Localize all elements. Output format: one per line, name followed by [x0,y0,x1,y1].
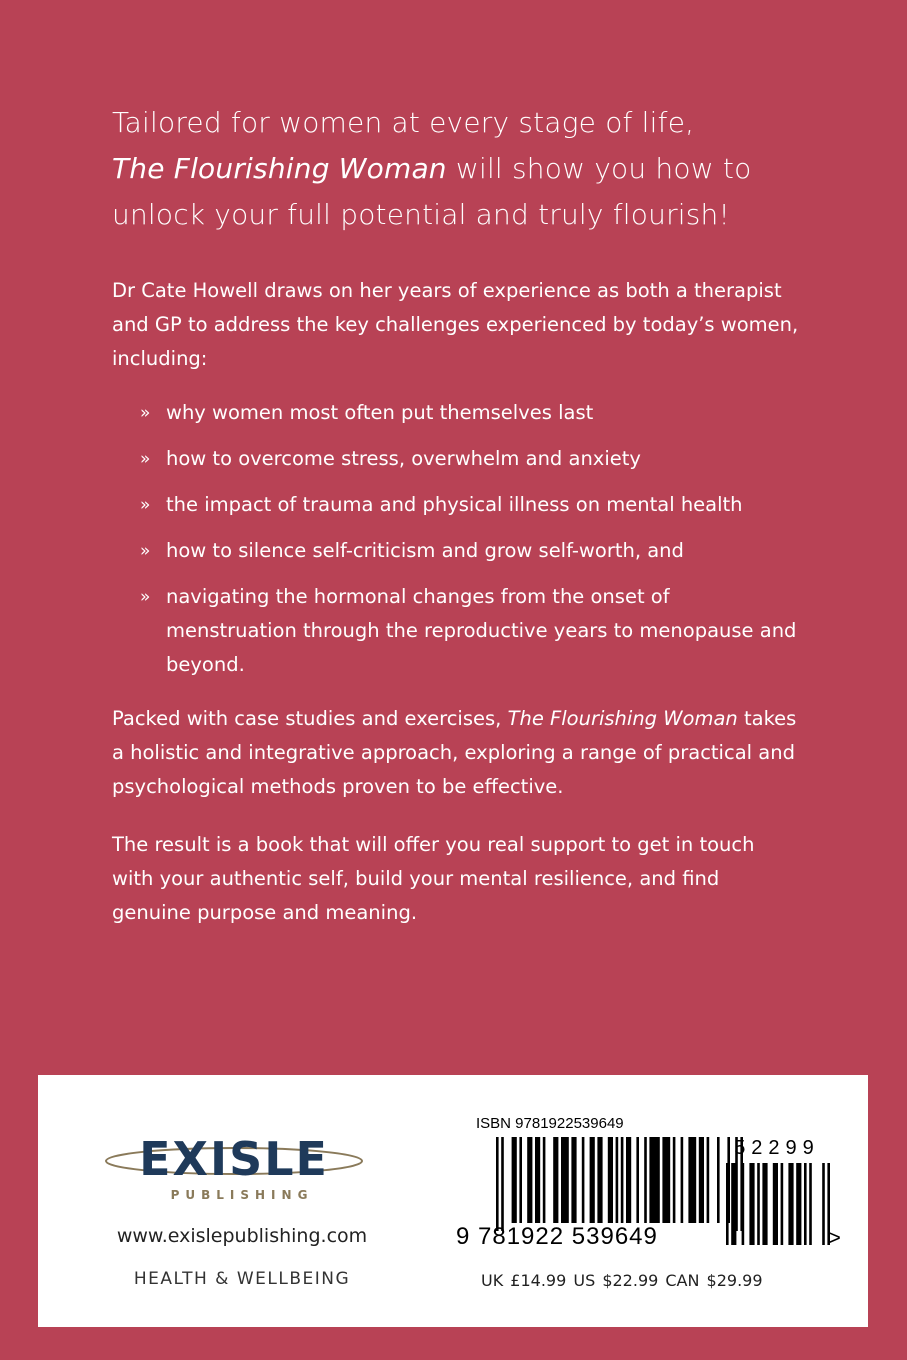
list-item-text: why women most often put themselves last [166,401,594,424]
barcode-bar [699,1137,704,1223]
barcode-bar [496,1137,499,1231]
barcode-bar [535,1137,540,1223]
barcode-bar [561,1137,569,1223]
barcode-bar [636,1137,639,1223]
barcode-bar [582,1137,585,1223]
barcode-bar [707,1137,710,1223]
approach-text-end: takes a holistic and integrative approach, exploring a range of practical and psychological methods proven to be effective. [112,707,797,798]
barcode-bar [726,1163,729,1245]
barcode-bar [681,1137,684,1223]
approach-book-title: The Flourishing Woman [507,707,738,730]
tagline-line-3: unlock your full potential and truly flourish! [112,198,730,231]
list-item-text: how to silence self-criticism and grow self-worth, and [166,539,684,562]
bullet-mark: » [140,403,151,423]
barcode-bar [773,1163,778,1245]
barcode-bar [608,1137,613,1223]
price-code: 52299 [734,1137,820,1159]
isbn-label: ISBN 9781922539649 [476,1115,624,1132]
barcode-bar [673,1137,676,1223]
barcode-bar [616,1137,619,1223]
category-label: HEALTH & WELLBEING [133,1269,351,1289]
barcode-bar [590,1137,595,1223]
tagline-line-2: will show you how to [446,152,752,185]
barcode-bar [649,1137,659,1223]
barcode-bar [688,1137,696,1223]
result-paragraph: The result is a book that will offer you real support to get in touch with your authentic self, build your mental resilience, and find genuine purpose and meaning. [112,833,755,924]
barcode-bar [762,1163,767,1245]
barcode-bar [742,1163,745,1245]
exisle-publishing-logo [104,1127,404,1207]
tagline-book-title: The Flourishing Woman [112,152,447,185]
barcode-bar [809,1163,812,1245]
barcode-bar [512,1137,517,1223]
list-item [140,580,802,682]
list-item [140,442,802,476]
isbn-digits: 9 781922 539649 [456,1223,658,1250]
barcode-bar [781,1163,784,1245]
price-list: UK £14.99 US $22.99 CAN $29.99 [481,1271,763,1290]
logo-subtitle: PUBLISHING [170,1188,314,1202]
barcode-quiet-zone-marker: > [828,1225,841,1250]
list-item-text: navigating the hormonal changes from the onset of menstruation through the reproductive years to menopause and beyond. [166,585,797,676]
bullet-mark: » [140,541,151,561]
barcode-bar [597,1137,602,1223]
barcode-bar [519,1137,522,1223]
tagline [112,100,802,238]
barcode-bar [543,1137,546,1223]
back-cover-blurb [112,100,802,930]
barcode-bar [788,1163,793,1245]
barcode-bar [749,1163,754,1245]
bullet-mark: » [140,495,151,515]
publisher-panel [38,1075,868,1327]
barcode-bar [662,1137,670,1223]
publisher-website-link[interactable]: www.exislepublishing.com [116,1225,368,1247]
barcode-bar [553,1137,558,1223]
approach-paragraph [112,702,802,804]
barcode-bar [527,1137,532,1223]
barcode-bar [621,1137,624,1223]
barcode-bar [571,1137,576,1223]
barcode-bar [644,1137,647,1223]
approach-text-start: Packed with case studies and exercises, [112,707,508,730]
barcode-bar [626,1137,631,1223]
tagline-line-1: Tailored for women at every stage of life, [112,106,695,139]
list-item-text: the impact of trauma and physical illness on mental health [166,493,743,516]
logo-word: EXISLE [139,1132,329,1186]
barcode-bar [822,1163,825,1245]
list-item [140,488,802,522]
barcode-bar [757,1163,760,1245]
list-item [140,534,802,568]
intro-paragraph: Dr Cate Howell draws on her years of experience as both a therapist and GP to address the key challenges experienced by today’s women, including: [112,279,799,370]
barcode-bar [731,1163,736,1245]
barcode-bar [796,1163,801,1245]
barcode-bar [501,1137,504,1231]
bullet-mark: » [140,587,151,607]
barcode-bar [804,1163,807,1245]
bullet-mark: » [140,449,151,469]
list-item [140,396,802,430]
challenge-list [112,396,802,682]
list-item-text: how to overcome stress, overwhelm and anxiety [166,447,641,470]
